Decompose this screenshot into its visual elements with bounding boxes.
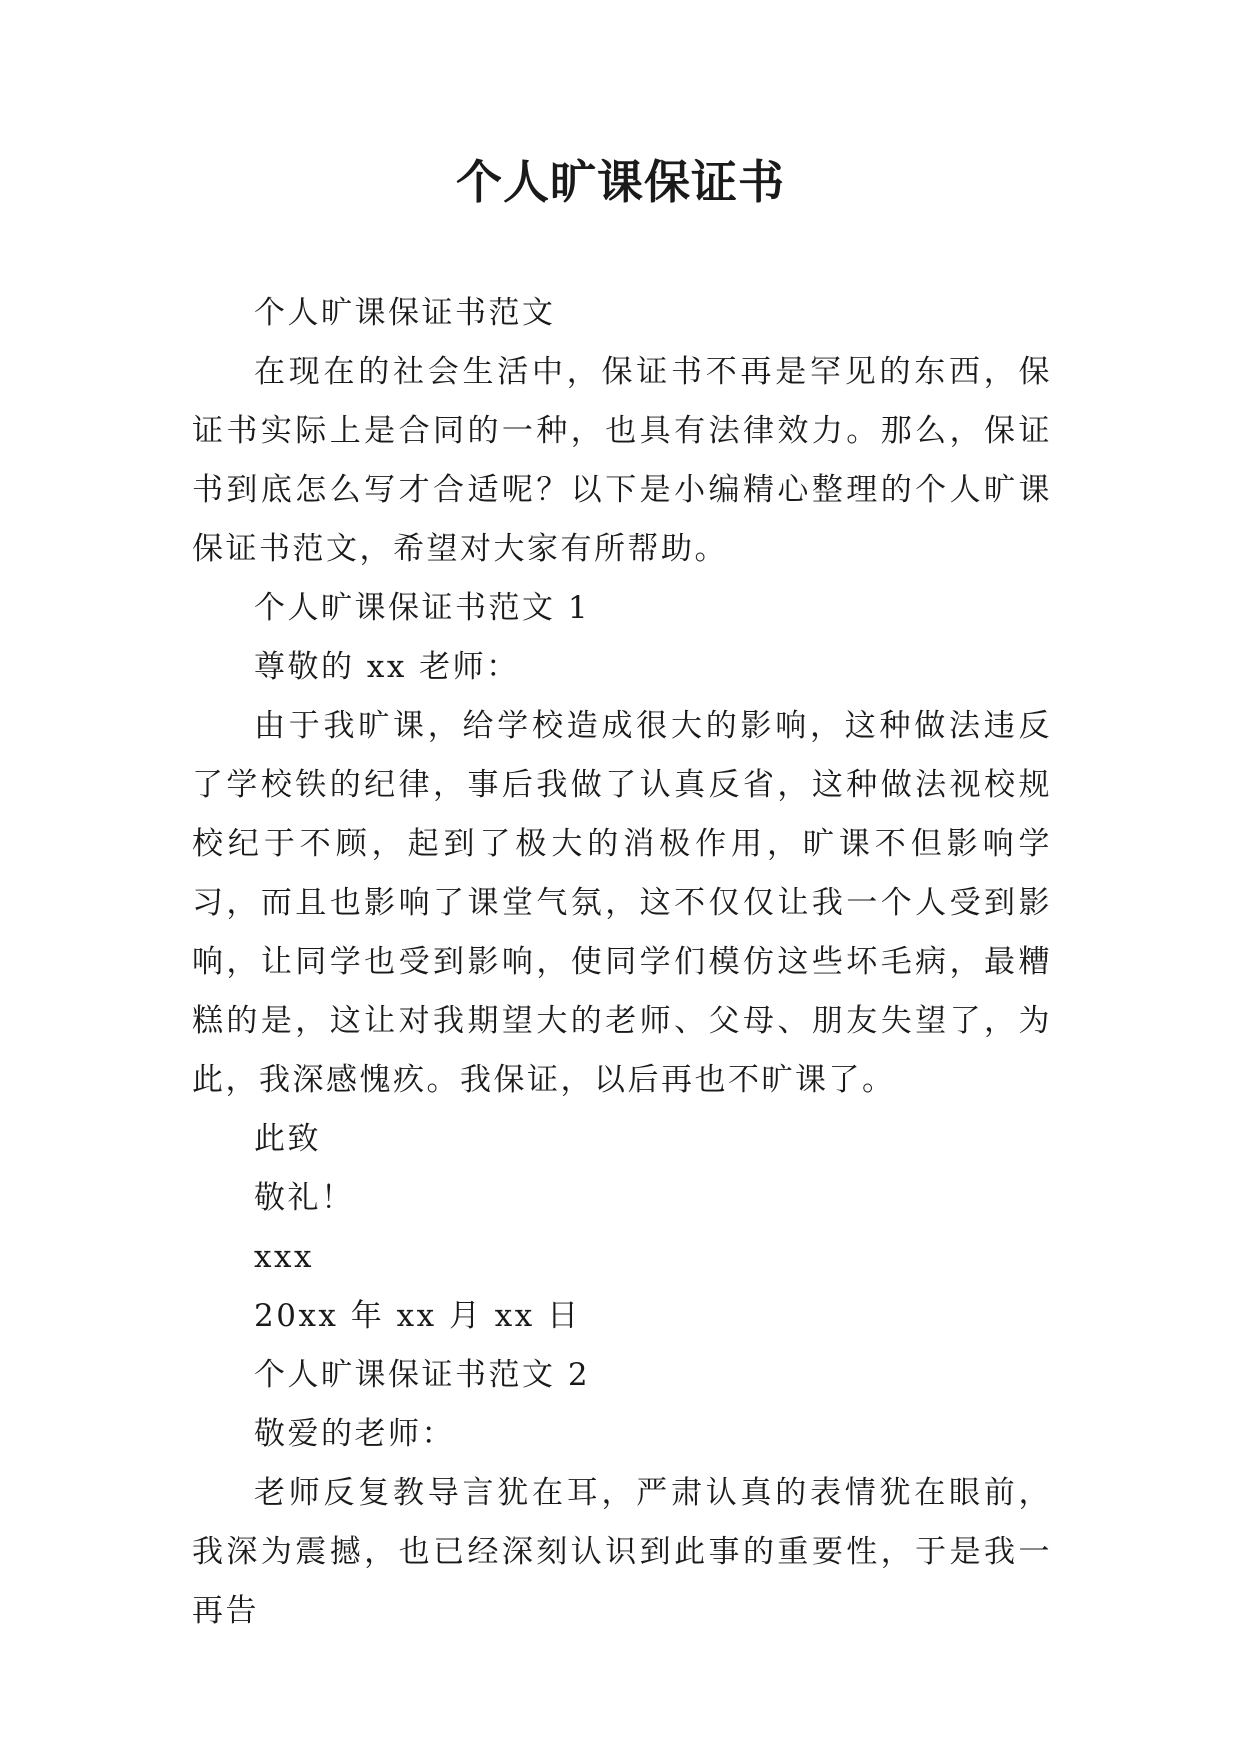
paragraph-signature: xxx	[254, 1239, 314, 1275]
paragraph-date: 20xx 年 xx 月 xx 日	[254, 1298, 581, 1334]
paragraph-closing: 此致	[254, 1121, 321, 1157]
paragraph-body-2: 老师反复教导言犹在耳，严肃认真的表情犹在眼前，我深为震撼，也已经深刻认识到此事的重要性，于是我一再告	[192, 1475, 1052, 1629]
paragraph-regards: 敬礼！	[254, 1180, 355, 1216]
paragraph-sample1-heading: 个人旷课保证书范文 1	[254, 590, 591, 626]
paragraph-intro: 在现在的社会生活中，保证书不再是罕见的东西，保证书实际上是合同的一种，也具有法律效力。那么，保证书到底怎么写才合适呢？以下是小编精心整理的个人旷课保证书范文，希望对大家有所帮助。	[192, 354, 1052, 567]
paragraph-sample2-heading: 个人旷课保证书范文 2	[254, 1357, 591, 1393]
document-body	[192, 284, 1052, 1641]
paragraph-heading: 个人旷课保证书范文	[254, 295, 556, 331]
paragraph-salutation: 尊敬的 xx 老师：	[254, 649, 520, 685]
document-title: 个人旷课保证书	[456, 155, 785, 209]
paragraph-salutation-2: 敬爱的老师：	[254, 1416, 455, 1452]
paragraph-body: 由于我旷课，给学校造成很大的影响，这种做法违反了学校铁的纪律，事后我做了认真反省，这种做法视校规校纪于不顾，起到了极大的消极作用，旷课不但影响学习，而且也影响了课堂气氛，这不仅仅让我一个人受到影响，让同学也受到影响，使同学们模仿这些坏毛病，最糟糕的是，这让对我期望大的老师、父母、朋友失望了，为此，我深感愧疚。我保证，以后再也不旷课了。	[192, 708, 1052, 1098]
